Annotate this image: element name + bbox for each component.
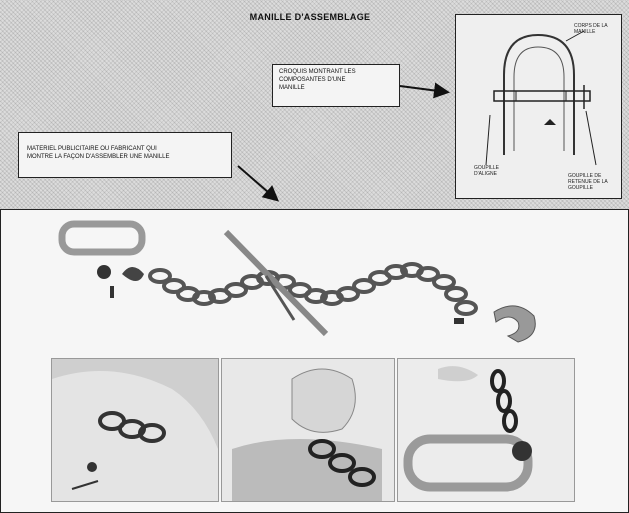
label-goupille-retenue-1: GOUPILLE DE: [568, 173, 602, 179]
croquis-line-1: CROQUIS MONTRANT LES: [279, 69, 356, 75]
label-corps: [574, 23, 608, 35]
croquis-line-2: COMPOSANTES D'UNE: [279, 77, 346, 83]
arrow-to-diagram: [400, 86, 446, 92]
arrow-to-photos: [238, 166, 276, 199]
label-corps-1: CORPS DE LA: [574, 23, 608, 29]
page-title: MANILLE D'ASSEMBLAGE: [249, 12, 371, 22]
label-goupille-1: GOUPILLE: [474, 165, 500, 171]
step-3-illustration: [398, 359, 574, 501]
materiel-line-1: MATERIEL PUBLICITAIRE OU FABRICANT QUI: [27, 146, 157, 152]
step-photo-3: [397, 358, 575, 502]
materiel-line-2: MONTRE LA FAÇON D'ASSEMBLER UNE MANILLE: [27, 154, 170, 160]
label-goupille-retenue: [568, 173, 608, 191]
step-photo-2: [221, 358, 395, 502]
photo-panel: [0, 209, 629, 513]
label-corps-2: MANILLE: [574, 29, 596, 35]
chain-assembly-photo: [56, 216, 616, 356]
croquis-line-3: MANILLE: [279, 85, 305, 91]
step-1-illustration: [52, 359, 218, 501]
label-goupille-retenue-2: RETENUE DE LA: [568, 179, 608, 185]
label-goupille-retenue-3: GOUPILLE: [568, 185, 594, 191]
step-photo-1: [51, 358, 219, 502]
step-2-illustration: [222, 359, 394, 501]
label-goupille-2: D'ALIGNE: [474, 171, 497, 177]
shackle-diagram-panel: [455, 14, 622, 199]
label-goupille: [474, 165, 499, 177]
